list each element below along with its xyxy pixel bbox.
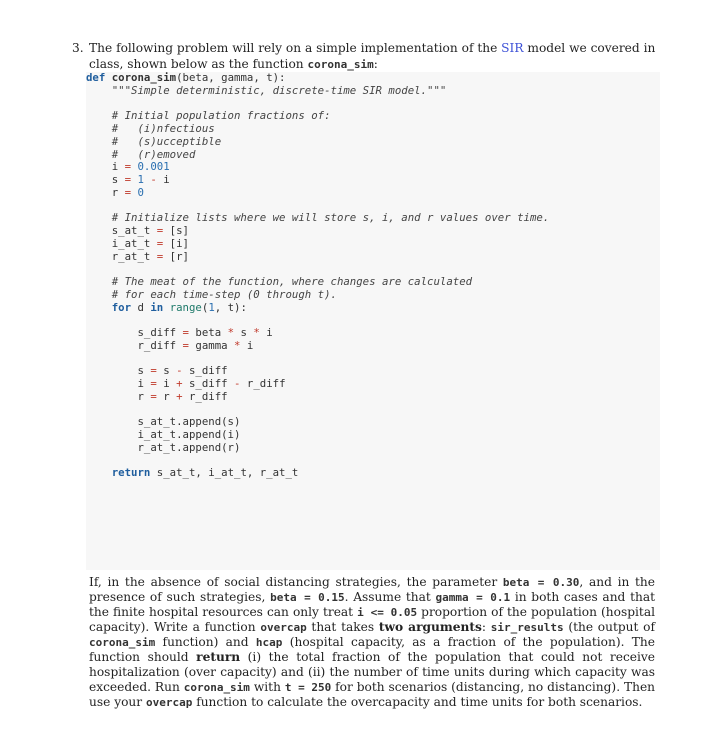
paragraph-text: (i) the total fraction of the population that could not receive hospitalization (over capacity) and (ii) the number of time units during which capacity was exceeded. Run <box>89 650 655 694</box>
code-line: for d in range(1, t): <box>111 300 247 314</box>
code-line: s_diff = beta * s * i <box>86 326 273 339</box>
paragraph-text: . Assume that <box>344 590 436 604</box>
code-line: i = 0.001 <box>86 160 170 174</box>
code-line: # (i)nfectious <box>86 122 215 135</box>
inline-code: sir_results <box>490 621 564 634</box>
sir-link[interactable]: SIR <box>501 41 524 55</box>
paragraph-text: function) and <box>155 635 256 649</box>
code-line: i = i + s_diff - r_diff <box>86 377 286 390</box>
inline-code: overcap <box>260 621 307 634</box>
code-line: s = s - s_diff <box>86 364 228 378</box>
inline-code: overcap <box>145 696 193 709</box>
paragraph-text: for both scenarios (distancing, no distancing). Then use your <box>89 680 656 709</box>
inline-code: corona_sim <box>89 636 156 649</box>
code-line: r_diff = gamma * i <box>86 338 254 352</box>
bold-text: return <box>196 650 241 664</box>
problem-paragraph <box>89 575 655 710</box>
paragraph-text: with <box>249 680 285 694</box>
intro-function-name: corona_sim <box>307 58 374 71</box>
inline-code: gamma = 0.1 <box>435 591 511 604</box>
code-line: # for each time-step (0 through t). <box>86 287 337 301</box>
paragraph-text: : <box>481 620 491 634</box>
inline-code: i <= 0.05 <box>357 606 418 619</box>
code-line: s_at_t = [s] <box>86 224 189 237</box>
cut-off-next-line <box>70 729 220 737</box>
paragraph-text: function to calculate the overcapacity and time units for both scenarios. <box>192 695 643 709</box>
code-line: # Initial population fractions of: <box>86 109 331 123</box>
inline-code: beta = 0.30 <box>502 576 580 589</box>
inline-code: beta = 0.15 <box>270 591 345 604</box>
code-listing <box>86 72 549 480</box>
code-block <box>86 72 660 570</box>
intro-text-3: : <box>373 57 378 71</box>
inline-code: t = 250 <box>284 681 332 694</box>
inline-code: hcap <box>255 636 283 649</box>
intro-text-2: model we covered in class, shown below as the function <box>89 41 656 71</box>
code-line: r_at_t = [r] <box>86 249 189 263</box>
code-line: def corona_sim(beta, gamma, t): <box>86 71 286 84</box>
paragraph-text: (the output of <box>563 620 655 634</box>
inline-code: corona_sim <box>183 681 250 694</box>
question-intro <box>89 40 674 73</box>
bold-text: two arguments <box>378 620 482 634</box>
paragraph-text: (hospital capacity, as a fraction of the population). The function should <box>89 635 655 664</box>
code-line: # (s)ucceptible <box>86 134 222 148</box>
code-line: s_at_t.append(s) <box>86 415 241 429</box>
code-line: s = 1 - i <box>86 173 170 186</box>
paragraph-text: If, in the absence of social distancing strategies, the parameter <box>89 575 503 589</box>
question-number: 3. <box>72 41 84 55</box>
code-line: i_at_t = [i] <box>86 236 189 250</box>
paragraph-text: proportion of the population (hospital capacity). Write a function <box>89 605 655 634</box>
code-line: r = 0 <box>86 185 144 199</box>
code-line: """Simple deterministic, discrete-time SIR model.""" <box>86 83 447 97</box>
code-line: # (r)emoved <box>86 147 196 161</box>
intro-text-1: The following problem will rely on a simple implementation of the <box>89 41 502 55</box>
code-line: # Initialize lists where we will store s, i, and r values over time. <box>86 211 550 225</box>
paragraph-text: that takes <box>306 620 379 634</box>
code-line: i_at_t.append(i) <box>86 428 241 441</box>
code-line: return s_at_t, i_at_t, r_at_t <box>111 466 299 480</box>
paragraph-text: in both cases and that the finite hospital resources can only treat <box>89 590 655 619</box>
code-line: r_at_t.append(r) <box>86 440 241 454</box>
paragraph-text: , and in the presence of such strategies, <box>89 575 655 604</box>
code-line: r = r + r_diff <box>86 389 228 403</box>
code-line: # The meat of the function, where changes are calculated <box>86 275 473 288</box>
